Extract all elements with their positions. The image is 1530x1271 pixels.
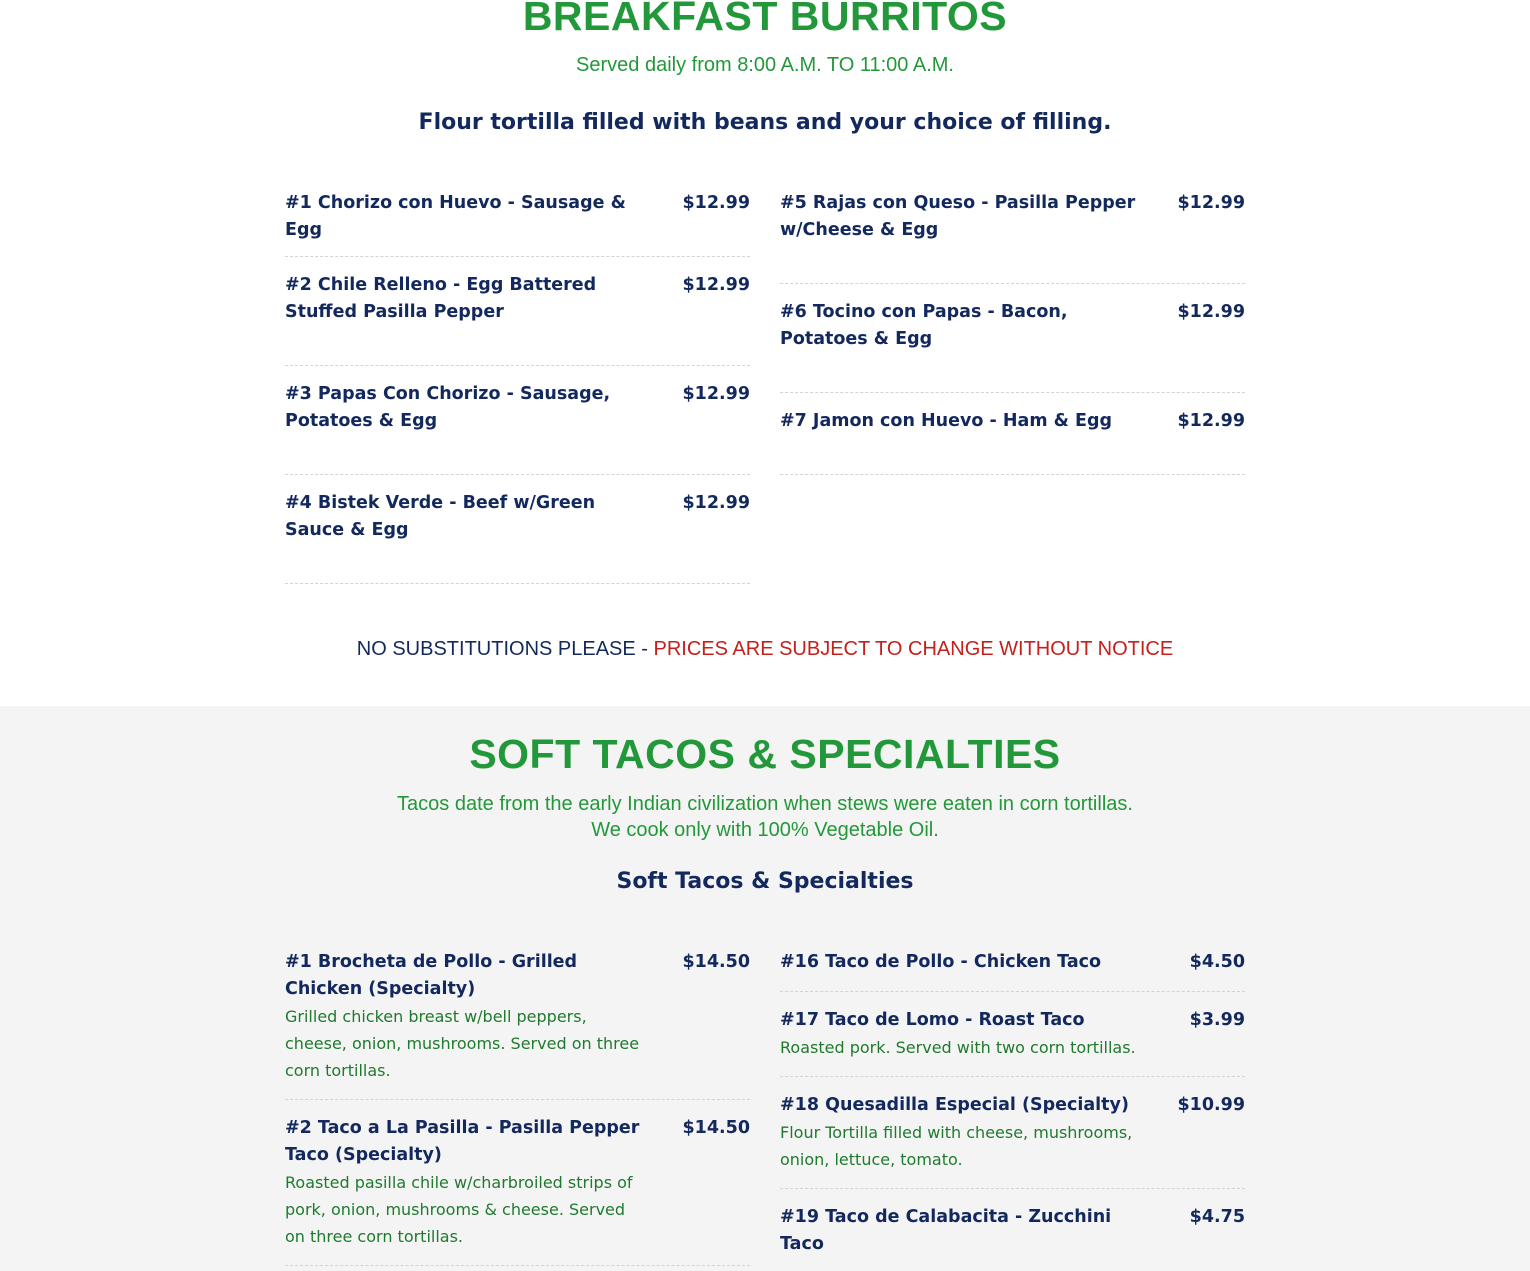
menu-item-price: $12.99 — [682, 493, 750, 513]
menu-item — [780, 284, 1245, 393]
soft-tacos-section — [0, 706, 1530, 1271]
tacos-left-column — [285, 949, 750, 1266]
menu-item — [285, 366, 750, 475]
menu-item-name: #16 Taco de Pollo - Chicken Taco — [780, 952, 1102, 972]
menu-item-price: $14.50 — [682, 1118, 750, 1138]
menu-item-name: #1 Chorizo con Huevo - Sausage & Egg — [285, 193, 626, 240]
menu-item — [780, 1077, 1245, 1189]
menu-item — [780, 393, 1245, 475]
menu-item-name: #19 Taco de Calabacita - Zucchini Taco — [780, 1207, 1112, 1254]
menu-item-price: $12.99 — [682, 384, 750, 404]
price-change-notice: PRICES ARE SUBJECT TO CHANGE WITHOUT NOTICE — [653, 638, 1174, 660]
menu-item-name: #5 Rajas con Queso - Pasilla Pepper w/Cheese & Egg — [780, 193, 1136, 240]
breakfast-description: Flour tortilla filled with beans and your choice of filling. — [418, 110, 1112, 135]
menu-item-description: Roasted pasilla chile w/charbroiled strips of pork, onion, mushrooms & cheese. Served on three corn tortillas. — [285, 1173, 633, 1246]
menu-item-price: $4.75 — [1189, 1207, 1245, 1227]
menu-item — [780, 992, 1245, 1077]
breakfast-served-hours: Served daily from 8:00 A.M. TO 11:00 A.M. — [576, 54, 954, 76]
no-substitutions-notice: NO SUBSTITUTIONS PLEASE - — [356, 638, 654, 660]
menu-item — [780, 949, 1245, 992]
breakfast-right-column — [780, 190, 1245, 475]
breakfast-left-column — [285, 190, 750, 584]
menu-item — [780, 1189, 1245, 1254]
breakfast-title: BREAKFAST BURRITOS — [522, 0, 1008, 39]
tacos-subtitle: Soft Tacos & Specialties — [616, 869, 914, 894]
menu-item — [285, 190, 750, 257]
menu-item-price: $12.99 — [1177, 411, 1245, 431]
menu-item-name: #17 Taco de Lomo - Roast Taco — [780, 1010, 1085, 1030]
menu-notice — [0, 637, 1530, 661]
menu-item — [285, 257, 750, 366]
menu-item-price: $12.99 — [682, 193, 750, 213]
menu-item-name: #2 Chile Relleno - Egg Battered Stuffed Pasilla Pepper — [285, 275, 597, 322]
menu-item — [285, 475, 750, 584]
menu-item-name: #3 Papas Con Chorizo - Sausage, Potatoes & Egg — [285, 384, 611, 431]
tacos-intro-line1: Tacos date from the early Indian civilization when stews were eaten in corn tortillas. — [397, 793, 1133, 815]
tacos-right-column — [780, 949, 1245, 1254]
menu-item-price: $12.99 — [682, 275, 750, 295]
menu-item-description: Roasted pork. Served with two corn tortillas. — [780, 1038, 1136, 1057]
tacos-title: SOFT TACOS & SPECIALTIES — [469, 731, 1061, 777]
menu-item-price: $14.50 — [682, 952, 750, 972]
menu-item — [285, 1100, 750, 1266]
menu-item-name: #1 Brocheta de Pollo - Grilled Chicken (Specialty) — [285, 952, 578, 999]
menu-item-description: Grilled chicken breast w/bell peppers, cheese, onion, mushrooms. Served on three corn tortillas. — [285, 1007, 640, 1080]
menu-item-name: #18 Quesadilla Especial (Specialty) — [780, 1095, 1129, 1115]
menu-item-name: #6 Tocino con Papas - Bacon, Potatoes & Egg — [780, 302, 1068, 349]
menu-item-name: #7 Jamon con Huevo - Ham & Egg — [780, 411, 1113, 431]
menu-item-description: Flour Tortilla filled with cheese, mushrooms, onion, lettuce, tomato. — [780, 1123, 1133, 1169]
menu-item-price: $10.99 — [1177, 1095, 1245, 1115]
menu-item-price: $12.99 — [1177, 193, 1245, 213]
menu-item-name: #4 Bistek Verde - Beef w/Green Sauce & Egg — [285, 493, 596, 540]
menu-item-price: $3.99 — [1189, 1010, 1245, 1030]
menu-item — [285, 949, 750, 1100]
menu-item — [780, 190, 1245, 284]
tacos-intro-line2: We cook only with 100% Vegetable Oil. — [591, 819, 939, 841]
menu-item-name: #2 Taco a La Pasilla - Pasilla Pepper Taco (Specialty) — [285, 1118, 640, 1165]
menu-item-price: $12.99 — [1177, 302, 1245, 322]
menu-item-price: $4.50 — [1189, 952, 1245, 972]
